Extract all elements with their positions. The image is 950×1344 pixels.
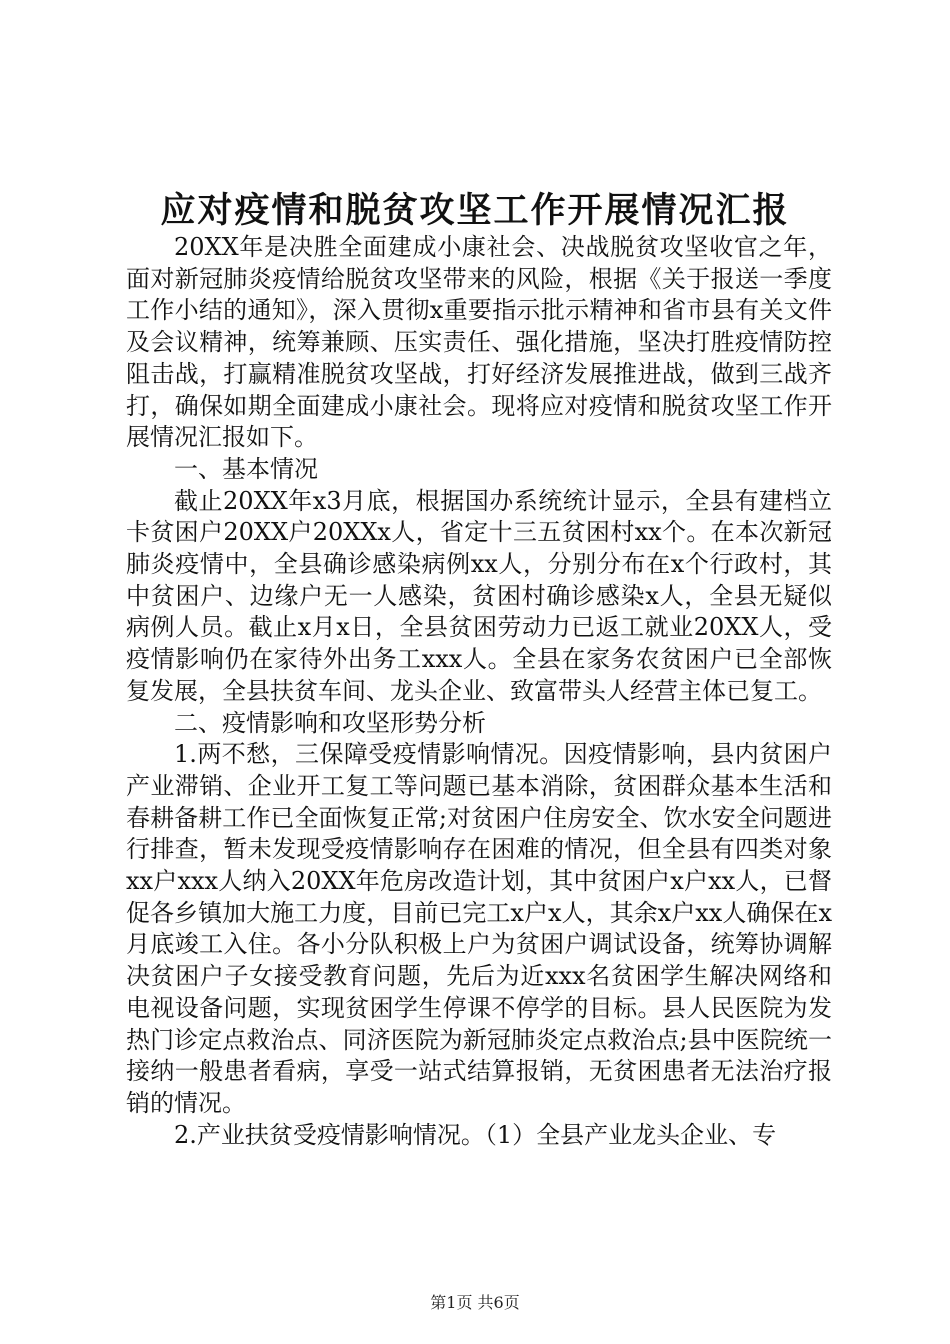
document-title: 应对疫情和脱贫攻坚工作开展情况汇报: [160, 190, 790, 231]
section-heading-analysis: 二、疫情影响和攻坚形势分析: [174, 708, 486, 737]
page-footer: 第1页 共6页: [430, 1293, 520, 1312]
analysis-paragraph-1: 1.两不愁，三保障受疫情影响情况。因疫情影响，县内贫困户产业滞销、企业开工复工等问题已基本消除，贫困群众基本生活和春耕备耕工作已全面恢复正常;对贫困户住房安全、饮水安全问题进行排查，暂未发现受疫情影响存在困难的情况，但全县有四类对象xx户xxx人纳入20XX年危房改造计划，其中贫困户x户xx人，已督促各乡镇加大施工力度，目前已完工x户x人，其余x户xx人确保在x月底竣工入住。各小分队积极上户为贫困户调试设备，统筹协调解决贫困户子女接受教育问题，先后为近xxx名贫困学生解决网络和电视设备问题，实现贫困学生停课不停学的目标。县人民医院为发热门诊定点救治点、同济医院为新冠肺炎定点救治点;县中医院统一接纳一般患者看病，享受一站式结算报销，无贫困患者无法治疗报销的情况。: [126, 740, 832, 1117]
document-body: [126, 232, 832, 1151]
analysis-paragraph-2: 2.产业扶贫受疫情影响情况。（1）全县产业龙头企业、专: [174, 1120, 777, 1149]
basic-situation-paragraph: 截止20XX年x3月底，根据国办系统统计显示，全县有建档立卡贫困户20XX户20XXx人，省定十三五贫困村xx个。在本次新冠肺炎疫情中，全县确诊感染病例xx人，分别分布在x个行政村，其中贫困户、边缘户无一人感染，贫困村确诊感染x人，全县无疑似病例人员。截止x月x日，全县贫困劳动力已返工就业20XX人，受疫情影响仍在家待外出务工xxx人。全县在家务农贫困户已全部恢复发展，全县扶贫车间、龙头企业、致富带头人经营主体已复工。: [126, 486, 832, 705]
intro-paragraph: 20XX年是决胜全面建成小康社会、决战脱贫攻坚收官之年，面对新冠肺炎疫情给脱贫攻坚带来的风险，根据《关于报送一季度工作小结的通知》，深入贯彻x重要指示批示精神和省市县有关文件及会议精神，统筹兼顾、压实责任、强化措施，坚决打胜疫情防控阻击战，打赢精准脱贫攻坚战，打好经济发展推进战，做到三战齐打，确保如期全面建成小康社会。现将应对疫情和脱贫攻坚工作开展情况汇报如下。: [126, 233, 832, 452]
section-heading-basic: 一、基本情况: [174, 454, 318, 483]
